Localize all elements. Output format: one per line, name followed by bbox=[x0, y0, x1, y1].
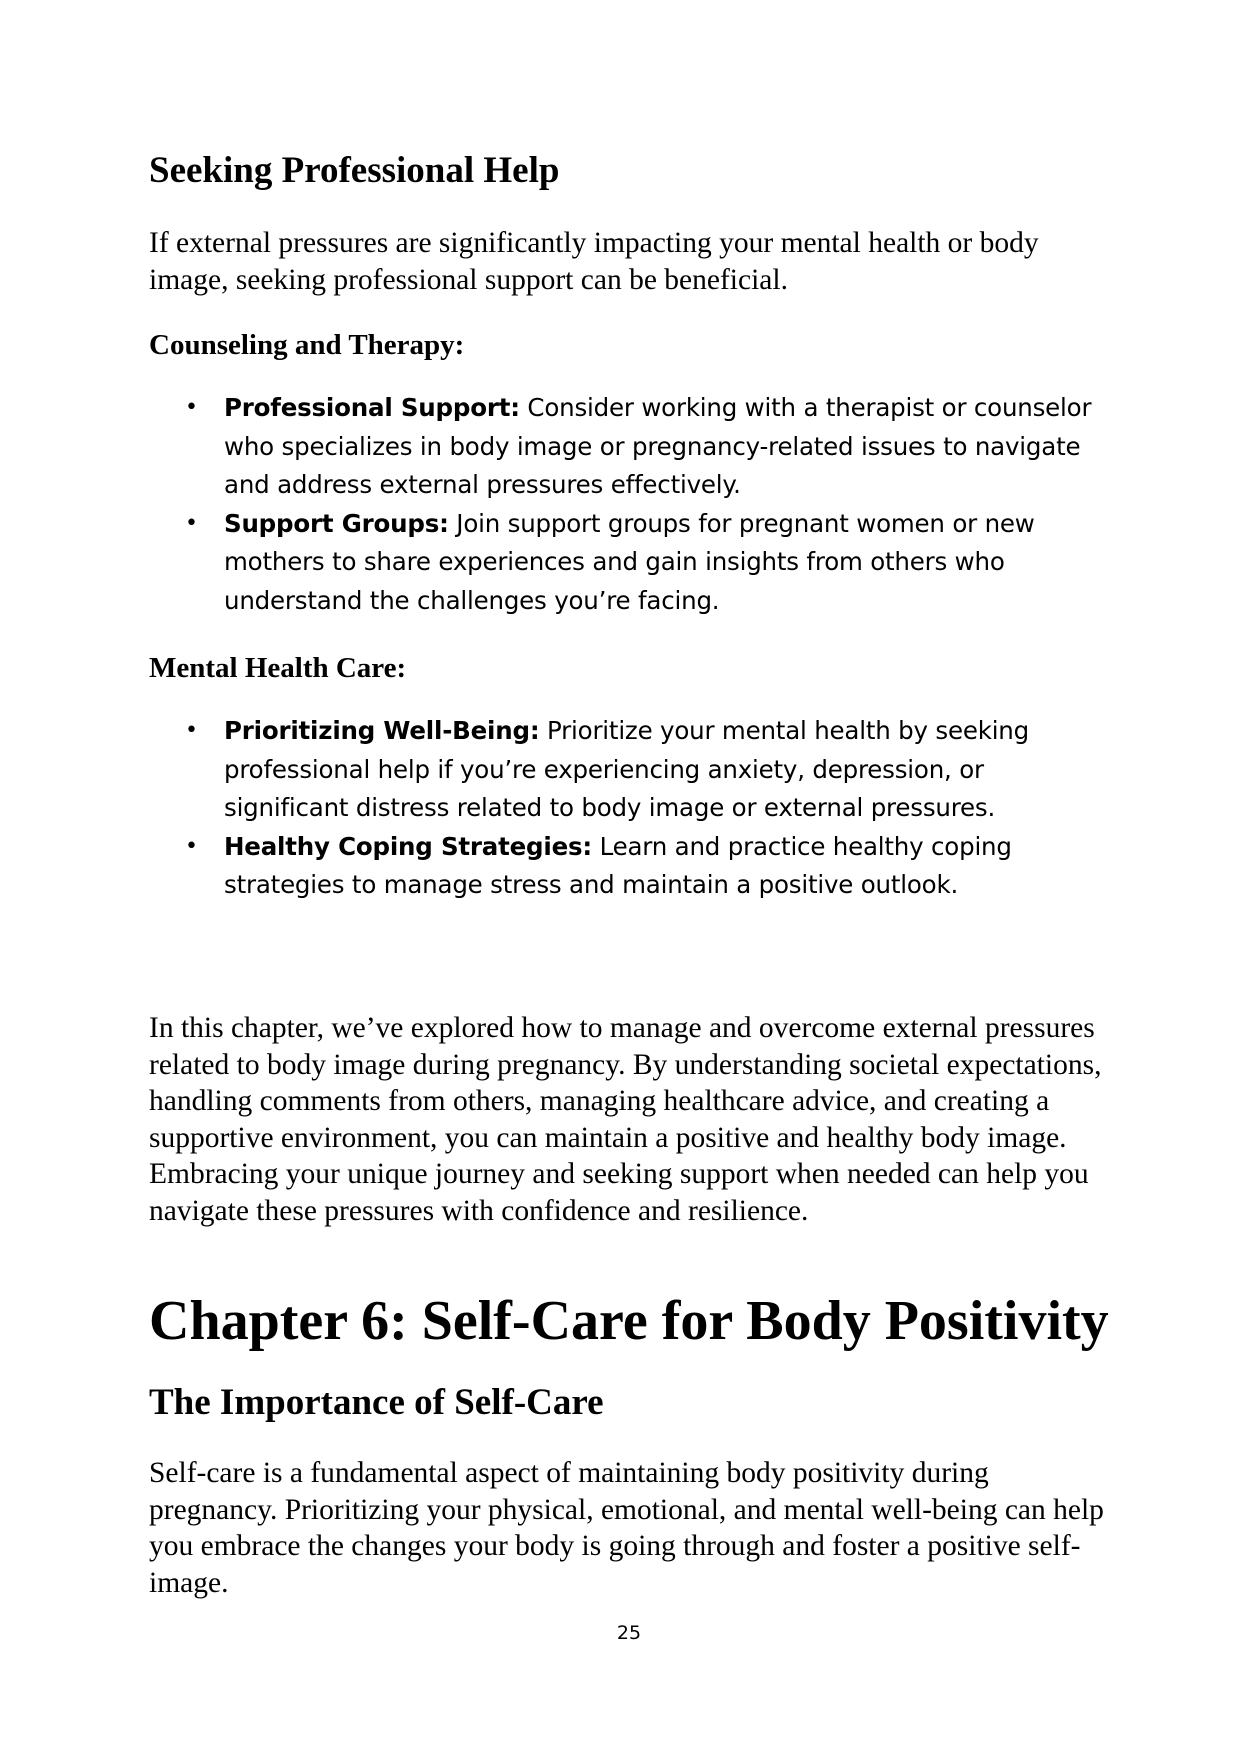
subheading-counseling-and-therapy: Counseling and Therapy: bbox=[149, 329, 465, 361]
chapter-title: Chapter 6: Self-Care for Body Positivity bbox=[149, 1290, 1109, 1352]
page-number: 25 bbox=[616, 1622, 642, 1644]
bullet-icon: • bbox=[185, 718, 198, 743]
bullet-icon: • bbox=[185, 510, 198, 536]
list-item bbox=[149, 712, 1109, 828]
list-item-term: Professional Support: bbox=[224, 393, 520, 422]
list-item bbox=[149, 505, 1109, 621]
list-item bbox=[149, 389, 1109, 505]
bullet-list-counseling bbox=[149, 389, 1109, 620]
document-page bbox=[149, 0, 1109, 1755]
section-heading-seeking-professional-help: Seeking Professional Help bbox=[149, 150, 560, 191]
list-item bbox=[149, 828, 1109, 905]
section-heading-importance-of-self-care: The Importance of Self-Care bbox=[149, 1382, 604, 1423]
list-item-text: Prioritize your mental health by seeking professional help if you’re experiencing anxiety, depression, or significant distress related to body image or external pressures. bbox=[224, 716, 1029, 822]
bullet-list-mental-health bbox=[149, 712, 1109, 905]
list-item-term: Support Groups: bbox=[224, 508, 449, 538]
self-care-paragraph: Self-care is a fundamental aspect of maintaining body positivity during pregnancy. Prioritizing your physical, emotional, and mental well-being can help you embrace the changes your body is going through and foster a positive self-image. bbox=[149, 1457, 1104, 1599]
list-item-term: Healthy Coping Strategies: bbox=[224, 831, 592, 861]
bullet-icon: • bbox=[185, 833, 198, 859]
list-item-text: Learn and practice healthy coping strategies to manage stress and maintain a positive outlook. bbox=[224, 831, 1012, 899]
list-item-term: Prioritizing Well-Being: bbox=[224, 716, 540, 745]
bullet-icon: • bbox=[185, 395, 198, 420]
list-item-text: Join support groups for pregnant women or new mothers to share experiences and gain insights from others who understand the challenges you’re facing. bbox=[224, 508, 1035, 615]
chapter-summary-paragraph: In this chapter, we’ve explored how to manage and overcome external pressures related to body image during pregnancy. By understanding societal expectations, handling comments from others, managing healthcare advice, and creating a supportive environment, you can maintain a positive and healthy body image. Embracing your unique journey and seeking support when needed can help you navigate these pressures with confidence and resilience. bbox=[149, 1012, 1102, 1227]
subheading-mental-health-care: Mental Health Care: bbox=[149, 652, 407, 684]
section-intro-paragraph: If external pressures are significantly impacting your mental health or body image, seeking professional support can be beneficial. bbox=[149, 227, 1039, 296]
list-item-text: Consider working with a therapist or counselor who specializes in body image or pregnancy-related issues to navigate and address external pressures effectively. bbox=[224, 393, 1092, 499]
